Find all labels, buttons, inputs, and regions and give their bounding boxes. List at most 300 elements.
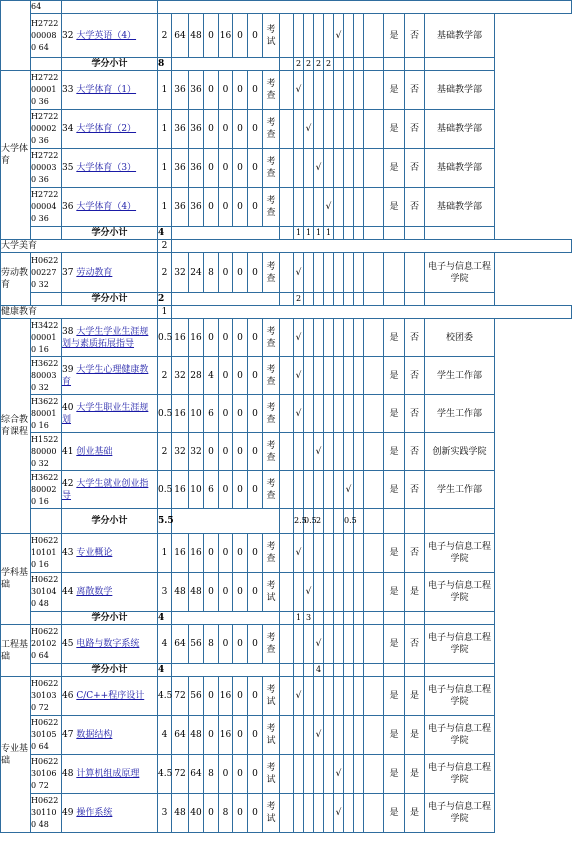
core-flag: 是 (384, 71, 405, 110)
semester-7-cell (354, 149, 364, 188)
spacer-cell (280, 149, 294, 188)
subtotal-credit: 8 (158, 58, 172, 71)
semester-2-cell (304, 716, 314, 755)
credit: 4.5 (158, 755, 172, 794)
semester-2-cell (304, 14, 314, 58)
subtotal-semester-2 (304, 664, 314, 677)
semester-5-cell (334, 357, 344, 395)
subtotal-label: 学分小计 (62, 293, 158, 306)
subtotal-semester-3 (314, 612, 324, 625)
spacer-cell (31, 664, 62, 677)
hours-h2: 0 (204, 534, 219, 573)
course-code: H0622301040 48 (31, 573, 62, 612)
course-code: H0622002270 32 (31, 253, 62, 293)
hours-h2: 0 (204, 794, 219, 833)
degree-flag: 否 (405, 149, 425, 188)
hours-h3: 8 (219, 794, 233, 833)
subtotal-semester-3: 2 (314, 58, 324, 71)
hours-h4: 0 (233, 188, 248, 227)
spacer-cell (280, 794, 294, 833)
semester-3-cell (314, 188, 324, 227)
spacer-cell (280, 319, 294, 357)
course-number: 32 (62, 30, 74, 41)
assessment-mode: 考试 (263, 794, 280, 833)
semester-2-cell (304, 395, 314, 433)
degree-flag: 否 (405, 14, 425, 58)
degree-flag: 否 (405, 395, 425, 433)
department: 电子与信息工程学院 (425, 794, 495, 833)
course-code: H0622101010 16 (31, 534, 62, 573)
spacer-cell (280, 433, 294, 471)
assessment-mode: 考查 (263, 319, 280, 357)
course-name-link[interactable]: C/C++程序设计 (76, 691, 145, 701)
semester-2-cell (304, 755, 314, 794)
category-label: 健康教育 (1, 306, 158, 319)
spacer-cell (172, 509, 280, 534)
hours-h2: 0 (204, 149, 219, 188)
hours-h5: 0 (248, 71, 263, 110)
semester-4-cell (324, 755, 334, 794)
semester-5-cell: √ (334, 755, 344, 794)
semester-7-cell (354, 716, 364, 755)
category-label: 专业基础 (1, 677, 31, 833)
assessment-mode: 考试 (263, 677, 280, 716)
table-row (1, 357, 572, 395)
course-number: 36 (62, 202, 74, 212)
semester-4-cell (324, 716, 334, 755)
table-row (1, 677, 572, 716)
course-number: 33 (62, 85, 74, 95)
semester-7-cell (354, 573, 364, 612)
semester-3-cell (314, 677, 324, 716)
hours-h3: 0 (219, 625, 233, 664)
degree-flag: 是 (405, 716, 425, 755)
spacer-cell (280, 395, 294, 433)
category-label: 大学美育 (1, 240, 158, 253)
semester-3-cell: √ (314, 625, 324, 664)
hours-h1: 28 (189, 357, 204, 395)
credit: 4 (158, 625, 172, 664)
semester-7-cell (354, 625, 364, 664)
semester-1-cell: √ (294, 319, 304, 357)
semester-4-cell (324, 357, 334, 395)
semester-4-cell (324, 395, 334, 433)
course-code: H2722000040 36 (31, 188, 62, 227)
table-row (1, 240, 572, 253)
semester-6-cell (344, 395, 354, 433)
subtotal-semester-8 (364, 293, 384, 306)
semester-1-cell (294, 110, 304, 149)
course-name-link[interactable]: 专业概论 (76, 548, 113, 558)
semester-3-cell (314, 534, 324, 573)
subtotal-semester-8 (364, 227, 384, 240)
course-name-link[interactable]: 计算机组成原理 (76, 769, 140, 779)
course-name-link[interactable]: 创业基础 (76, 446, 113, 457)
core-flag: 是 (384, 433, 405, 471)
table-row (1, 14, 572, 58)
course-name-cell (62, 794, 158, 833)
semester-5-cell (334, 534, 344, 573)
course-code: H2722000020 36 (31, 110, 62, 149)
degree-flag: 否 (405, 433, 425, 471)
semester-5-cell (334, 433, 344, 471)
table-row (1, 794, 572, 833)
total-hours: 32 (172, 433, 189, 471)
credit: 2 (158, 433, 172, 471)
semester-1-cell (294, 433, 304, 471)
spacer-cell (280, 677, 294, 716)
hours-h4: 0 (233, 319, 248, 357)
department: 电子与信息工程学院 (425, 253, 495, 293)
credit: 1 (158, 71, 172, 110)
course-name-cell (62, 319, 158, 357)
semester-4-cell (324, 471, 334, 509)
course-name-cell (62, 253, 158, 293)
subtotal-semester-3: 1 (314, 227, 324, 240)
spacer-cell (280, 509, 294, 534)
hours-h5: 0 (248, 357, 263, 395)
semester-1-cell (294, 625, 304, 664)
total-hours: 64 (172, 14, 189, 58)
semester-8-cell (364, 357, 384, 395)
semester-2-cell: √ (304, 573, 314, 612)
course-name-cell (62, 677, 158, 716)
hours-h3: 16 (219, 677, 233, 716)
semester-2-cell (304, 71, 314, 110)
semester-5-cell (334, 319, 344, 357)
hours-h3: 0 (219, 357, 233, 395)
course-name-cell (62, 110, 158, 149)
semester-2-cell (304, 471, 314, 509)
hours-h1: 16 (189, 534, 204, 573)
course-name-link[interactable]: 大学体育（2） (76, 124, 137, 134)
spacer-cell (280, 625, 294, 664)
subtotal-credit: 4 (158, 664, 172, 677)
semester-1-cell (294, 149, 304, 188)
subtotal-semester-2: 0.5 (304, 509, 314, 534)
core-flag: 是 (384, 14, 405, 58)
semester-8-cell (364, 253, 384, 293)
assessment-mode: 考查 (263, 395, 280, 433)
course-code: H2722000080 64 (31, 14, 62, 58)
semester-3-cell (314, 794, 324, 833)
assessment-mode: 考查 (263, 149, 280, 188)
total-hours: 32 (172, 357, 189, 395)
spacer-cell (280, 293, 294, 306)
subtotal-semester-2: 3 (304, 612, 314, 625)
core-flag: 是 (384, 357, 405, 395)
subtotal-semester-7 (354, 664, 364, 677)
course-number: 46 (62, 691, 74, 701)
semester-6-cell: √ (344, 471, 354, 509)
semester-8-cell (364, 625, 384, 664)
subtotal-semester-5 (334, 58, 344, 71)
hours-h2: 0 (204, 188, 219, 227)
semester-6-cell (344, 110, 354, 149)
total-hours: 16 (172, 395, 189, 433)
subtotal-label: 学分小计 (62, 227, 158, 240)
semester-8-cell (364, 755, 384, 794)
spacer-cell (172, 664, 280, 677)
semester-4-cell (324, 677, 334, 716)
semester-5-cell (334, 573, 344, 612)
hours-h3: 0 (219, 188, 233, 227)
course-name-link[interactable]: 劳动教育 (76, 267, 113, 278)
course-number: 44 (62, 587, 74, 597)
table-row (1, 573, 572, 612)
subtotal-semester-5 (334, 664, 344, 677)
semester-8-cell (364, 794, 384, 833)
hours-h3: 0 (219, 395, 233, 433)
semester-8-cell (364, 188, 384, 227)
semester-5-cell (334, 395, 344, 433)
hours-h5: 0 (248, 471, 263, 509)
spacer-cell (172, 227, 280, 240)
core-flag: 是 (384, 319, 405, 357)
semester-1-cell (294, 14, 304, 58)
course-number: 34 (62, 124, 74, 134)
course-name-cell (62, 149, 158, 188)
hours-h2: 8 (204, 253, 219, 293)
hours-h1: 36 (189, 110, 204, 149)
assessment-mode: 考查 (263, 71, 280, 110)
hours-h3: 0 (219, 253, 233, 293)
hours-h4: 0 (233, 471, 248, 509)
semester-3-cell (314, 71, 324, 110)
degree-flag: 是 (405, 755, 425, 794)
subtotal-semester-5 (334, 227, 344, 240)
subtotal-semester-5 (334, 509, 344, 534)
department: 学生工作部 (425, 471, 495, 509)
semester-5-cell (334, 188, 344, 227)
spacer-cell (31, 509, 62, 534)
core-flag: 是 (384, 573, 405, 612)
hours-h4: 0 (233, 677, 248, 716)
semester-4-cell (324, 433, 334, 471)
spacer-cell (425, 509, 495, 534)
semester-5-cell (334, 471, 344, 509)
table-row (1, 612, 572, 625)
hours-h1: 64 (189, 755, 204, 794)
course-name-link[interactable]: 大学生就业创业指导 (62, 478, 149, 501)
subtotal-semester-4 (324, 509, 334, 534)
spacer-cell (31, 58, 62, 71)
course-code: H0622301050 64 (31, 716, 62, 755)
subtotal-semester-3 (314, 293, 324, 306)
category-credit: 1 (158, 306, 172, 319)
semester-3-cell (314, 14, 324, 58)
hours-h3: 0 (219, 573, 233, 612)
course-name-link[interactable]: 数据结构 (76, 730, 113, 740)
semester-6-cell (344, 755, 354, 794)
department: 基础教学部 (425, 71, 495, 110)
semester-3-cell: √ (314, 433, 324, 471)
semester-7-cell (354, 677, 364, 716)
semester-5-cell (334, 71, 344, 110)
course-name-link[interactable]: 大学体育（3） (76, 163, 137, 173)
total-hours: 36 (172, 71, 189, 110)
spacer-cell (280, 573, 294, 612)
hours-h1: 48 (189, 14, 204, 58)
assessment-mode: 考试 (263, 716, 280, 755)
semester-7-cell (354, 14, 364, 58)
course-name-cell (62, 71, 158, 110)
semester-3-cell: √ (314, 716, 324, 755)
semester-5-cell (334, 253, 344, 293)
semester-4-cell (324, 149, 334, 188)
spacer-cell (280, 357, 294, 395)
table-row (1, 625, 572, 664)
category-label: 大学体育 (1, 71, 31, 240)
semester-6-cell (344, 357, 354, 395)
core-flag: 是 (384, 471, 405, 509)
table-row (1, 58, 572, 71)
semester-1-cell: √ (294, 253, 304, 293)
semester-1-cell (294, 794, 304, 833)
table-row (1, 471, 572, 509)
course-number: 37 (62, 267, 74, 278)
hours-h1: 10 (189, 395, 204, 433)
semester-1-cell: √ (294, 357, 304, 395)
hours-h4: 0 (233, 573, 248, 612)
department: 电子与信息工程学院 (425, 625, 495, 664)
semester-7-cell (354, 253, 364, 293)
semester-7-cell (354, 395, 364, 433)
semester-8-cell (364, 716, 384, 755)
semester-6-cell (344, 573, 354, 612)
course-code: H0622301100 48 (31, 794, 62, 833)
course-name-link[interactable]: 离散数学 (76, 587, 113, 597)
hours-h4: 0 (233, 755, 248, 794)
hours-h4: 0 (233, 14, 248, 58)
core-flag: 是 (384, 188, 405, 227)
table-row (1, 716, 572, 755)
semester-4-cell (324, 71, 334, 110)
subtotal-semester-4 (324, 293, 334, 306)
hours-h1: 10 (189, 471, 204, 509)
semester-7-cell (354, 110, 364, 149)
spacer-cell (425, 227, 495, 240)
core-flag: 是 (384, 625, 405, 664)
semester-8-cell (364, 573, 384, 612)
credit: 3 (158, 794, 172, 833)
course-number: 41 (62, 446, 74, 457)
assessment-mode: 考试 (263, 755, 280, 794)
semester-3-cell (314, 357, 324, 395)
subtotal-semester-5 (334, 293, 344, 306)
credit: 1 (158, 188, 172, 227)
core-flag (384, 253, 405, 293)
semester-4-cell: √ (324, 188, 334, 227)
spacer-cell (280, 14, 294, 58)
hours-h5: 0 (248, 794, 263, 833)
semester-8-cell (364, 395, 384, 433)
hours-h2: 8 (204, 755, 219, 794)
subtotal-semester-6 (344, 227, 354, 240)
subtotal-semester-7 (354, 58, 364, 71)
credit: 0.5 (158, 471, 172, 509)
semester-6-cell (344, 149, 354, 188)
course-name-link[interactable]: 大学体育（4） (76, 202, 137, 212)
course-name-link[interactable]: 大学生心理健康教育 (62, 364, 149, 387)
credit: 0.5 (158, 319, 172, 357)
subtotal-credit: 5.5 (158, 509, 172, 534)
semester-2-cell (304, 319, 314, 357)
spacer-cell (280, 253, 294, 293)
subtotal-semester-8 (364, 58, 384, 71)
hours-h4: 0 (233, 433, 248, 471)
table-row (1, 664, 572, 677)
hours-h2: 8 (204, 625, 219, 664)
course-number: 42 (62, 478, 74, 489)
subtotal-label: 学分小计 (62, 58, 158, 71)
hours-h5: 0 (248, 534, 263, 573)
assessment-mode: 考试 (263, 14, 280, 58)
course-name-link[interactable]: 大学生学业生涯规划与素质拓展指导 (62, 326, 149, 349)
department: 电子与信息工程学院 (425, 716, 495, 755)
semester-6-cell (344, 677, 354, 716)
subtotal-semester-2 (304, 293, 314, 306)
hours-h5: 0 (248, 319, 263, 357)
semester-8-cell (364, 149, 384, 188)
department: 学生工作部 (425, 357, 495, 395)
subtotal-semester-7 (354, 227, 364, 240)
degree-flag: 是 (405, 794, 425, 833)
course-name-link[interactable]: 大学生职业生涯规划 (62, 402, 149, 425)
subtotal-semester-7 (354, 612, 364, 625)
department: 基础教学部 (425, 188, 495, 227)
hours-h2: 0 (204, 14, 219, 58)
course-name-cell (62, 357, 158, 395)
subtotal-semester-7 (354, 293, 364, 306)
table-row (1, 253, 572, 293)
department: 电子与信息工程学院 (425, 755, 495, 794)
course-name-cell (62, 755, 158, 794)
total-hours: 16 (172, 534, 189, 573)
table-row (1, 319, 572, 357)
table-row (1, 1, 572, 14)
course-number: 38 (62, 326, 74, 337)
semester-7-cell (354, 794, 364, 833)
course-number: 48 (62, 769, 74, 779)
course-name-link[interactable]: 操作系统 (76, 808, 113, 818)
spacer-cell (172, 306, 572, 319)
hours-h5: 0 (248, 677, 263, 716)
hours-h4: 0 (233, 110, 248, 149)
course-code: H0622301060 72 (31, 755, 62, 794)
course-name-link[interactable]: 电路与数字系统 (76, 639, 140, 649)
spacer-cell (280, 227, 294, 240)
hours-h1: 56 (189, 625, 204, 664)
course-number: 45 (62, 639, 74, 649)
semester-3-cell (314, 573, 324, 612)
course-name-cell (62, 534, 158, 573)
table-row (1, 110, 572, 149)
total-hours: 36 (172, 110, 189, 149)
course-name-link[interactable]: 大学体育（1） (76, 85, 137, 95)
semester-2-cell (304, 149, 314, 188)
hours-h5: 0 (248, 188, 263, 227)
assessment-mode: 考查 (263, 253, 280, 293)
semester-3-cell (314, 319, 324, 357)
table-row (1, 306, 572, 319)
semester-6-cell (344, 71, 354, 110)
core-flag: 是 (384, 716, 405, 755)
course-name-link[interactable]: 大学英语（4） (76, 30, 137, 41)
table-row (1, 149, 572, 188)
semester-7-cell (354, 71, 364, 110)
core-flag: 是 (384, 110, 405, 149)
